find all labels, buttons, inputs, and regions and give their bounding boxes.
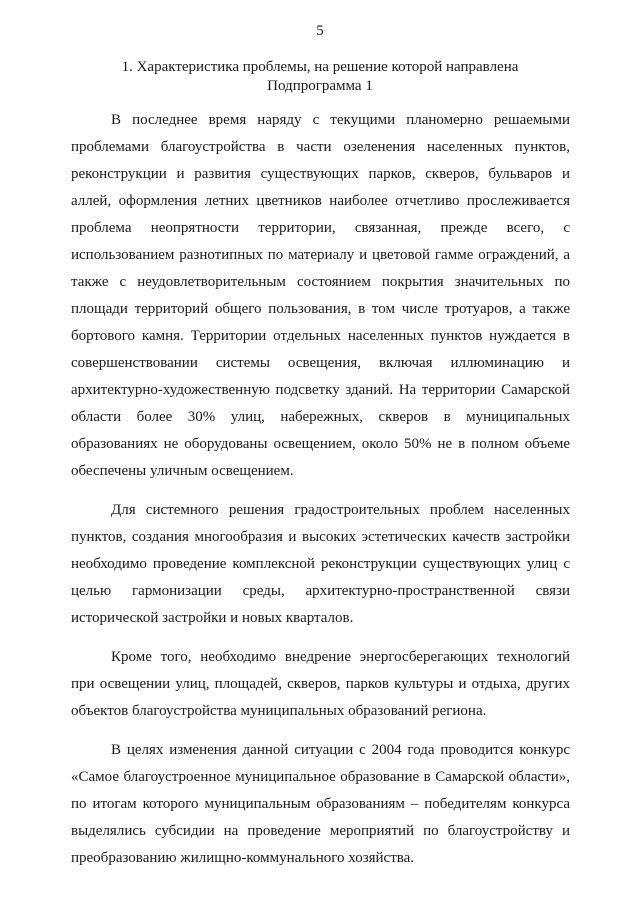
paragraph-line: аллей, оформления летних цветников наиболее отчетливо прослеживается (71, 193, 570, 209)
section-heading (70, 58, 570, 96)
paragraph-line: преобразованию жилищно-коммунального хозяйства. (71, 850, 415, 866)
paragraph-line: целью гармонизации среды, архитектурно-пространственной связи (71, 583, 570, 599)
body-text (71, 107, 570, 884)
paragraph-line: «Самое благоустроенное муниципальное образование в Самарской области», (71, 769, 570, 785)
paragraph (71, 737, 570, 872)
paragraph-line: пунктов, создания многообразия и высоких эстетических качеств застройки (71, 529, 570, 545)
paragraph-line: по итогам которого муниципальным образованиям – победителям конкурса (71, 796, 570, 812)
paragraph-line: бортового камня. Территории отдельных населенных пунктов нуждается в (71, 328, 570, 344)
paragraph-line: обеспечены уличным освещением. (71, 463, 294, 479)
paragraph (71, 497, 570, 632)
paragraph (71, 644, 570, 725)
paragraph-line: исторической застройки и новых кварталов. (71, 610, 354, 626)
paragraph-line: области более 30% улиц, набережных, скверов в муниципальных (71, 409, 570, 425)
paragraph-line: также с неудовлетворительным состоянием покрытия значительных по (71, 274, 570, 290)
paragraph-line: реконструкции и развития существующих парков, скверов, бульваров и (71, 166, 570, 182)
paragraph-line: В последнее время наряду с текущими планомерно решаемыми (111, 112, 570, 128)
paragraph-line: проблемами благоустройства в части озеленения населенных пунктов, (71, 139, 570, 155)
paragraph-line: необходимо проведение комплексной реконструкции существующих улиц с (71, 556, 570, 572)
paragraph-line: площади территорий общего пользования, в том числе тротуаров, а также (71, 301, 570, 317)
paragraph-line: Кроме того, необходимо внедрение энергосберегающих технологий (111, 649, 570, 665)
paragraph-line: объектов благоустройства муниципальных образований региона. (71, 703, 487, 719)
page-number: 5 (316, 23, 324, 39)
paragraph (71, 107, 570, 485)
paragraph-line: Для системного решения градостроительных проблем населенных (111, 502, 570, 518)
paragraph-line: использованием разнотипных по материалу и цветовой гамме ограждений, а (71, 247, 570, 263)
paragraph-line: проблема неопрятности территории, связанная, прежде всего, с (71, 220, 570, 236)
paragraph-line: образованиях не оборудованы освещением, около 50% не в полном объеме (71, 436, 570, 452)
paragraph-line: архитектурно-художественную подсветку зданий. На территории Самарской (71, 382, 570, 398)
section-heading-line: Подпрограмма 1 (267, 78, 373, 94)
paragraph-line: выделялись субсидии на проведение мероприятий по благоустройству и (71, 823, 570, 839)
paragraph-line: В целях изменения данной ситуации с 2004 года проводится конкурс (111, 742, 570, 758)
paragraph-line: совершенствовании системы освещения, включая иллюминацию и (71, 355, 570, 371)
paragraph-line: при освещении улиц, площадей, скверов, парков культуры и отдыха, других (71, 676, 570, 692)
section-heading-line: 1. Характеристика проблемы, на решение которой направлена (121, 59, 519, 75)
